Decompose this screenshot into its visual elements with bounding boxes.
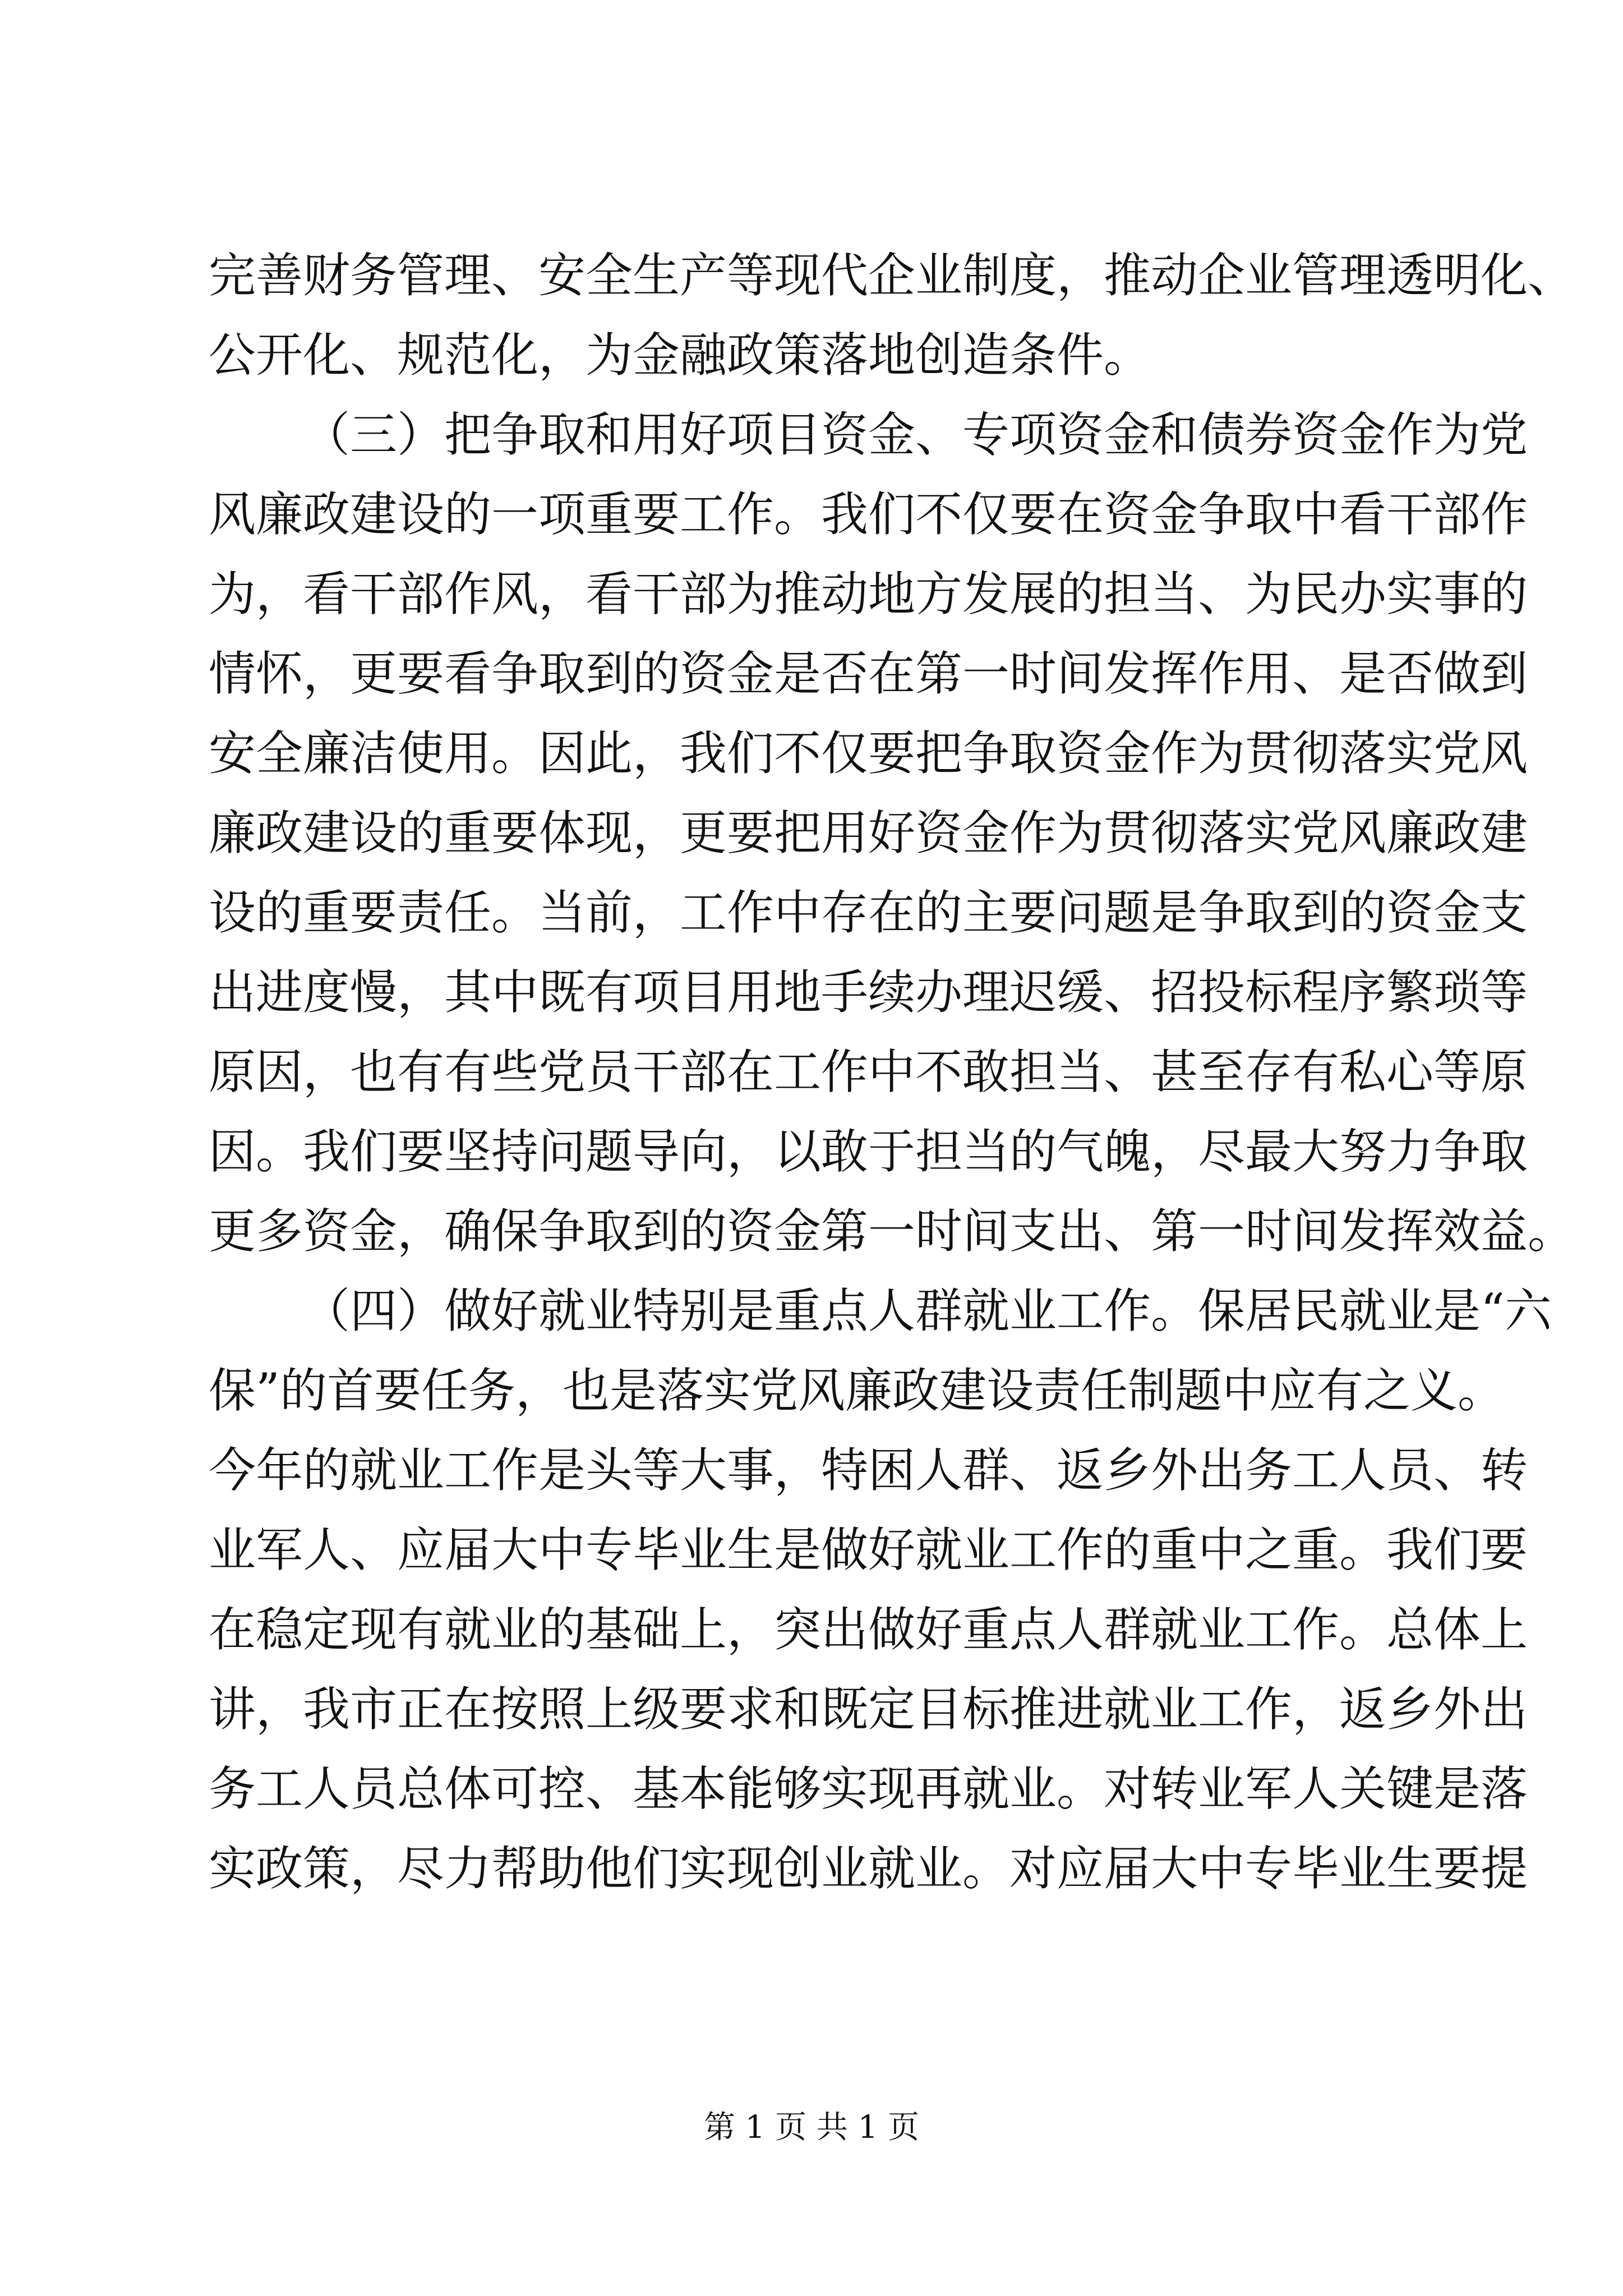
text-line: 完善财务管理、安全生产等现代企业制度，推动企业管理透明化、: [209, 248, 1575, 303]
text-line: 风廉政建设的一项重要工作。我们不仅要在资金争取中看干部作: [209, 487, 1528, 542]
text-line: 今年的就业工作是头等大事，特困人群、返乡外出务工人员、转: [209, 1443, 1528, 1498]
text-line: 更多资金，确保争取到的资金第一时间支出、第一时间发挥效益。: [209, 1204, 1575, 1259]
text-line: 在稳定现有就业的基础上，突出做好重点人群就业工作。总体上: [209, 1602, 1528, 1657]
text-line: 原因，也有有些党员干部在工作中不敢担当、甚至存有私心等原: [209, 1045, 1528, 1099]
text-line: 廉政建设的重要体现，更要把用好资金作为贯彻落实党风廉政建: [209, 806, 1528, 861]
text-line: 务工人员总体可控、基本能够实现再就业。对转业军人关键是落: [209, 1761, 1528, 1816]
text-line: 为，看干部作风，看干部为推动地方发展的担当、为民办实事的: [209, 567, 1528, 622]
body-text: [209, 236, 1575, 1908]
page-footer: 第 1 页 共 1 页: [703, 2109, 920, 2146]
text-line: 安全廉洁使用。因此，我们不仅要把争取资金作为贯彻落实党风: [209, 726, 1528, 781]
text-line: 公开化、规范化，为金融政策落地创造条件。: [209, 328, 1151, 383]
text-line: （四）做好就业特别是重点人群就业工作。保居民就业是“六: [303, 1283, 1552, 1338]
text-line: 情怀，更要看争取到的资金是否在第一时间发挥作用、是否做到: [209, 646, 1528, 701]
text-line: 实政策，尽力帮助他们实现创业就业。对应届大中专毕业生要提: [209, 1841, 1528, 1896]
text-line: 因。我们要坚持问题导向，以敢于担当的气魄，尽最大努力争取: [209, 1124, 1528, 1179]
text-line: （三）把争取和用好项目资金、专项资金和债券资金作为党: [303, 407, 1528, 462]
text-line: 保”的首要任务，也是落实党风廉政建设责任制题中应有之义。: [209, 1363, 1505, 1418]
text-line: 设的重要责任。当前，工作中存在的主要问题是争取到的资金支: [209, 885, 1528, 940]
text-line: 出进度慢，其中既有项目用地手续办理迟缓、招投标程序繁琐等: [209, 965, 1528, 1020]
text-line: 业军人、应届大中专毕业生是做好就业工作的重中之重。我们要: [209, 1522, 1528, 1577]
text-line: 讲，我市正在按照上级要求和既定目标推进就业工作，返乡外出: [209, 1682, 1528, 1737]
